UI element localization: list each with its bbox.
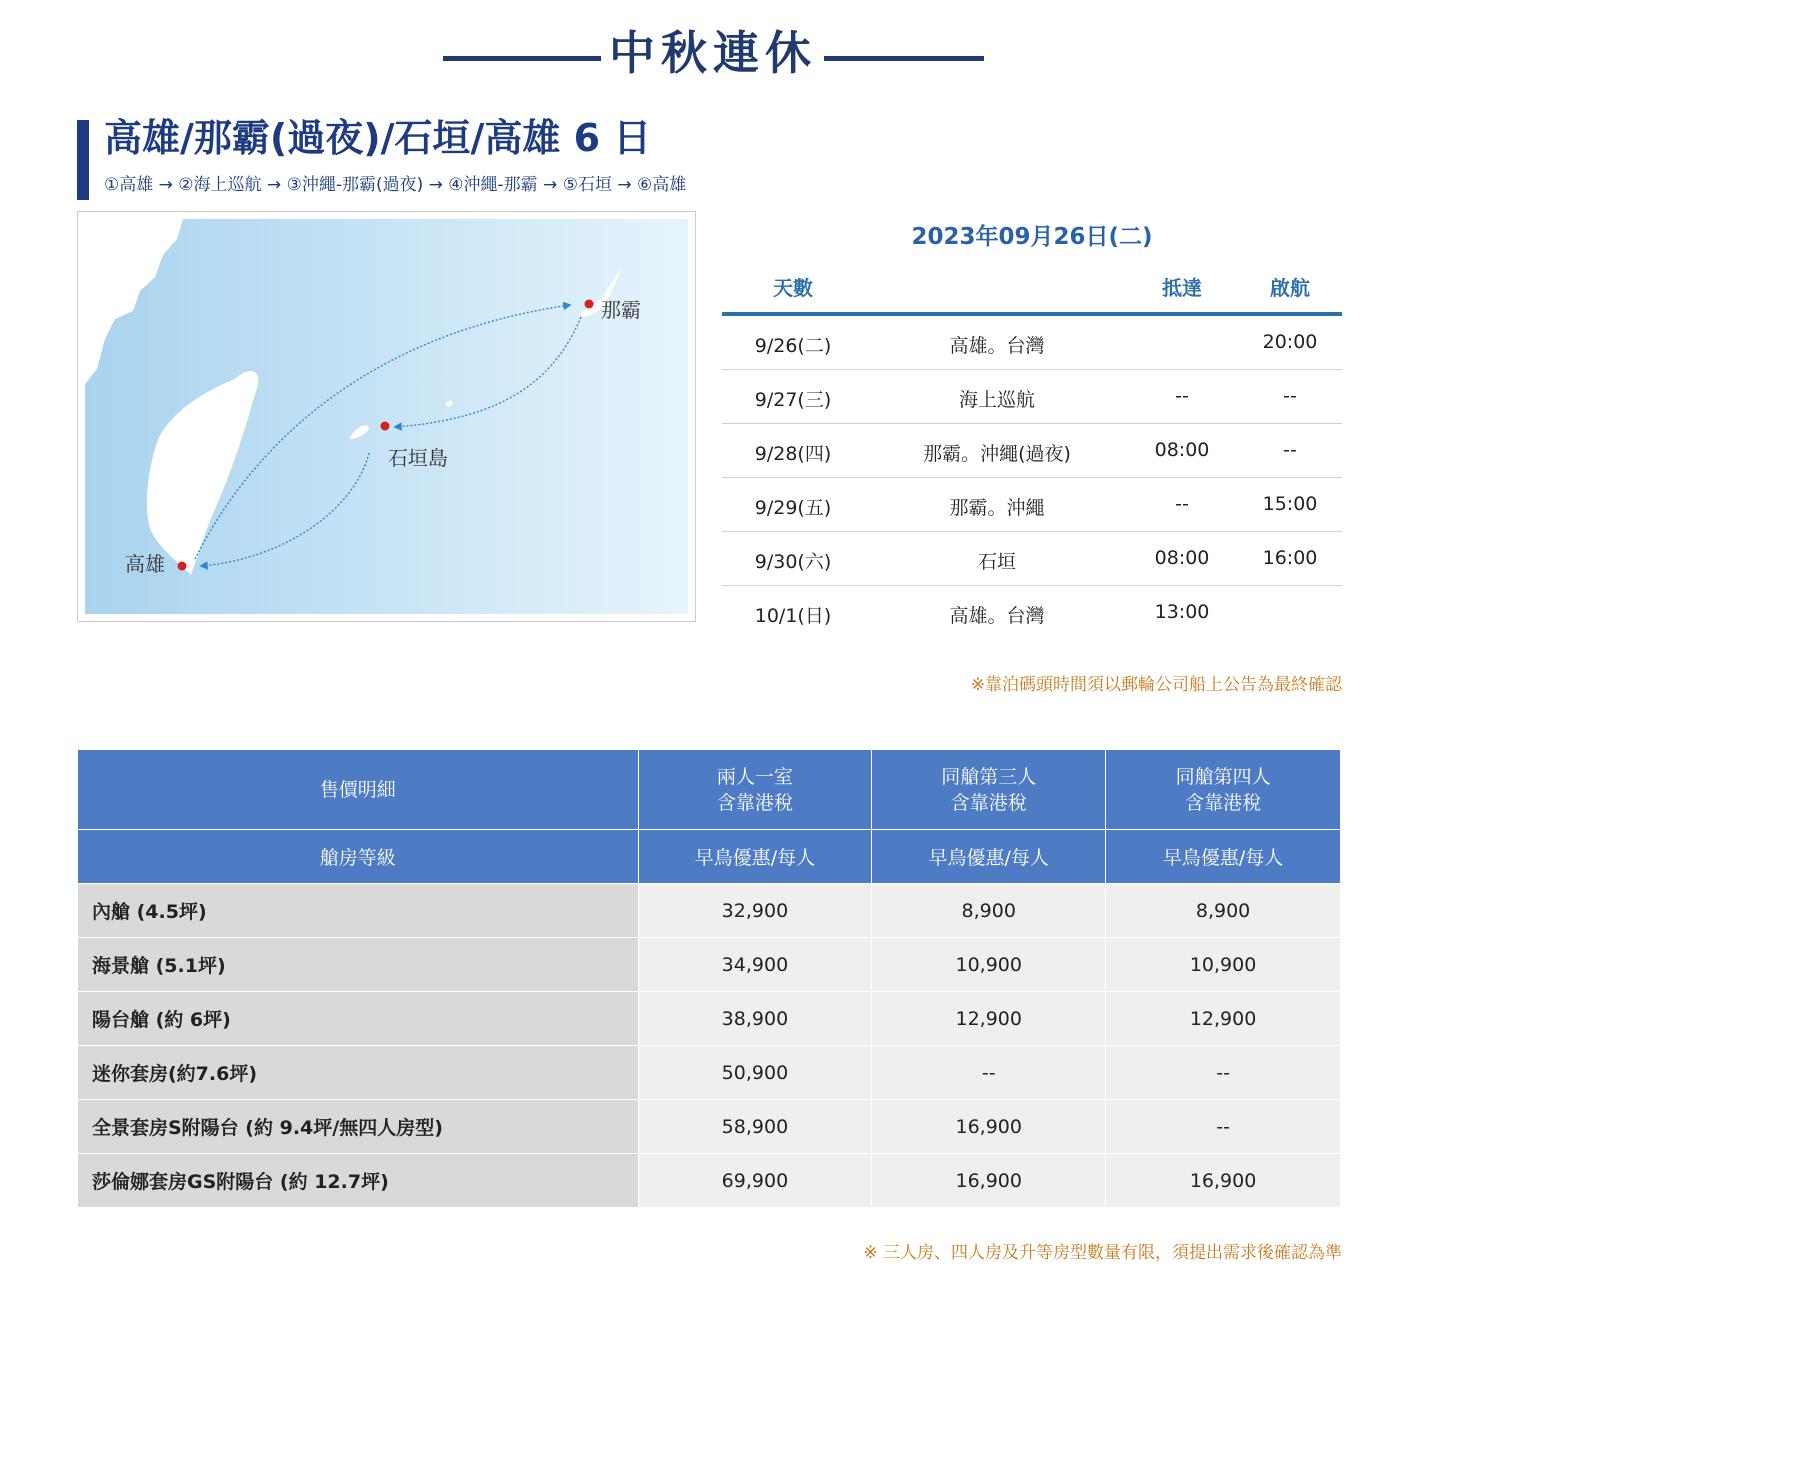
route-stops: ①高雄 → ②海上巡航 → ③沖繩-那霸(過夜) → ④沖繩-那霸 → ⑤石垣 → ⑥高雄 bbox=[104, 175, 687, 195]
price-header-col3 bbox=[1106, 750, 1341, 830]
price-two-person: 69,900 bbox=[638, 1154, 872, 1208]
price-fourth-person: -- bbox=[1106, 1046, 1341, 1100]
price-table bbox=[77, 749, 1341, 1208]
row-arrive: 08:00 bbox=[1154, 439, 1210, 461]
naha-port-dot bbox=[585, 300, 594, 309]
row-depart: -- bbox=[1283, 439, 1297, 461]
cabin-name: 海景艙 (5.1坪) bbox=[78, 938, 639, 992]
banner-line-right bbox=[824, 56, 984, 61]
itinerary-note: ※靠泊碼頭時間須以郵輪公司船上公告為最終確認 bbox=[970, 675, 1342, 695]
cabin-name: 莎倫娜套房GS附陽台 (約 12.7坪) bbox=[78, 1154, 639, 1208]
col1-line1: 兩人一室 bbox=[716, 765, 793, 788]
price-row bbox=[78, 1046, 1341, 1100]
row-arrive: -- bbox=[1175, 493, 1189, 515]
route-accent-bar bbox=[77, 120, 89, 200]
itinerary-row bbox=[722, 424, 1342, 478]
itinerary-table bbox=[722, 260, 1342, 639]
early-bird-col2: 早鳥優惠/每人 bbox=[872, 830, 1106, 884]
price-two-person: 34,900 bbox=[638, 938, 872, 992]
itinerary-row bbox=[722, 370, 1342, 424]
row-port: 高雄。台灣 bbox=[949, 605, 1045, 627]
row-depart: 20:00 bbox=[1262, 331, 1318, 353]
naha-label: 那霸 bbox=[601, 298, 641, 322]
row-day: 9/28(四) bbox=[754, 443, 832, 465]
itinerary-row bbox=[722, 532, 1342, 586]
route-map-svg bbox=[85, 219, 688, 614]
col1-line2: 含靠港稅 bbox=[716, 791, 793, 814]
row-day: 9/26(二) bbox=[754, 335, 832, 357]
early-bird-col1: 早鳥優惠/每人 bbox=[638, 830, 872, 884]
price-header-row bbox=[78, 750, 1341, 830]
price-two-person: 50,900 bbox=[638, 1046, 872, 1100]
row-depart: -- bbox=[1283, 385, 1297, 407]
price-third-person: 16,900 bbox=[872, 1100, 1106, 1154]
price-fourth-person: 8,900 bbox=[1106, 884, 1341, 938]
price-row bbox=[78, 992, 1341, 1046]
cabin-name: 全景套房S附陽台 (約 9.4坪/無四人房型) bbox=[78, 1100, 639, 1154]
price-third-person: 16,900 bbox=[872, 1154, 1106, 1208]
sailing-date: 2023年09月26日(二) bbox=[911, 224, 1153, 250]
row-port: 那霸。沖繩 bbox=[949, 497, 1045, 519]
price-two-person: 32,900 bbox=[638, 884, 872, 938]
route-map bbox=[77, 211, 696, 622]
price-row bbox=[78, 938, 1341, 992]
row-arrive: 13:00 bbox=[1154, 601, 1210, 623]
price-row bbox=[78, 1154, 1341, 1208]
early-bird-col3: 早鳥優惠/每人 bbox=[1106, 830, 1341, 884]
price-third-person: 12,900 bbox=[872, 992, 1106, 1046]
col3-line1: 同艙第四人 bbox=[1175, 765, 1271, 788]
header-depart: 啟航 bbox=[1270, 276, 1310, 300]
row-port: 那霸。沖繩(過夜) bbox=[923, 443, 1071, 465]
cabin-name: 內艙 (4.5坪) bbox=[78, 884, 639, 938]
price-fourth-person: 16,900 bbox=[1106, 1154, 1341, 1208]
row-port: 海上巡航 bbox=[958, 389, 1035, 411]
row-depart: 15:00 bbox=[1262, 493, 1318, 515]
ishigaki-port-dot bbox=[381, 422, 390, 431]
row-port: 高雄。台灣 bbox=[949, 335, 1045, 357]
price-header-col1 bbox=[638, 750, 872, 830]
price-subheader-row bbox=[78, 830, 1341, 884]
row-arrive: 08:00 bbox=[1154, 547, 1210, 569]
price-fourth-person: -- bbox=[1106, 1100, 1341, 1154]
banner bbox=[0, 22, 1430, 84]
price-header-label: 售價明細 bbox=[78, 750, 639, 830]
price-note: ※ 三人房、四人房及升等房型數量有限，須提出需求後確認為準 bbox=[863, 1243, 1342, 1263]
row-day: 9/27(三) bbox=[754, 389, 832, 411]
price-fourth-person: 10,900 bbox=[1106, 938, 1341, 992]
price-fourth-person: 12,900 bbox=[1106, 992, 1341, 1046]
ishigaki-label: 石垣島 bbox=[388, 446, 448, 470]
col2-line2: 含靠港稅 bbox=[950, 791, 1027, 814]
price-third-person: 8,900 bbox=[872, 884, 1106, 938]
price-row bbox=[78, 1100, 1341, 1154]
col3-line2: 含靠港稅 bbox=[1185, 791, 1262, 814]
price-header-col2 bbox=[872, 750, 1106, 830]
banner-line-left bbox=[443, 56, 601, 61]
header-arrive: 抵達 bbox=[1162, 276, 1202, 300]
row-day: 9/29(五) bbox=[754, 497, 832, 519]
row-depart: 16:00 bbox=[1262, 547, 1318, 569]
itinerary-row bbox=[722, 586, 1342, 639]
cabin-name: 迷你套房(約7.6坪) bbox=[78, 1046, 639, 1100]
row-day: 10/1(日) bbox=[754, 605, 832, 627]
row-arrive: -- bbox=[1175, 385, 1189, 407]
price-row bbox=[78, 884, 1341, 938]
itinerary-header bbox=[722, 260, 1342, 316]
cabin-name: 陽台艙 (約 6坪) bbox=[78, 992, 639, 1046]
header-day: 天數 bbox=[773, 276, 813, 300]
price-third-person: 10,900 bbox=[872, 938, 1106, 992]
itinerary-row bbox=[722, 478, 1342, 532]
col2-line1: 同艙第三人 bbox=[941, 765, 1037, 788]
price-two-person: 58,900 bbox=[638, 1100, 872, 1154]
route-title: 高雄/那霸(過夜)/石垣/高雄 6 日 bbox=[104, 116, 652, 160]
row-port: 石垣 bbox=[977, 551, 1016, 573]
cabin-grade-label: 艙房等級 bbox=[78, 830, 639, 884]
kaohsiung-label: 高雄 bbox=[125, 552, 165, 576]
kaohsiung-port-dot bbox=[178, 562, 187, 571]
itinerary-row bbox=[722, 316, 1342, 370]
price-two-person: 38,900 bbox=[638, 992, 872, 1046]
price-third-person: -- bbox=[872, 1046, 1106, 1100]
row-day: 9/30(六) bbox=[754, 551, 832, 573]
banner-title: 中秋連休 bbox=[609, 26, 817, 80]
